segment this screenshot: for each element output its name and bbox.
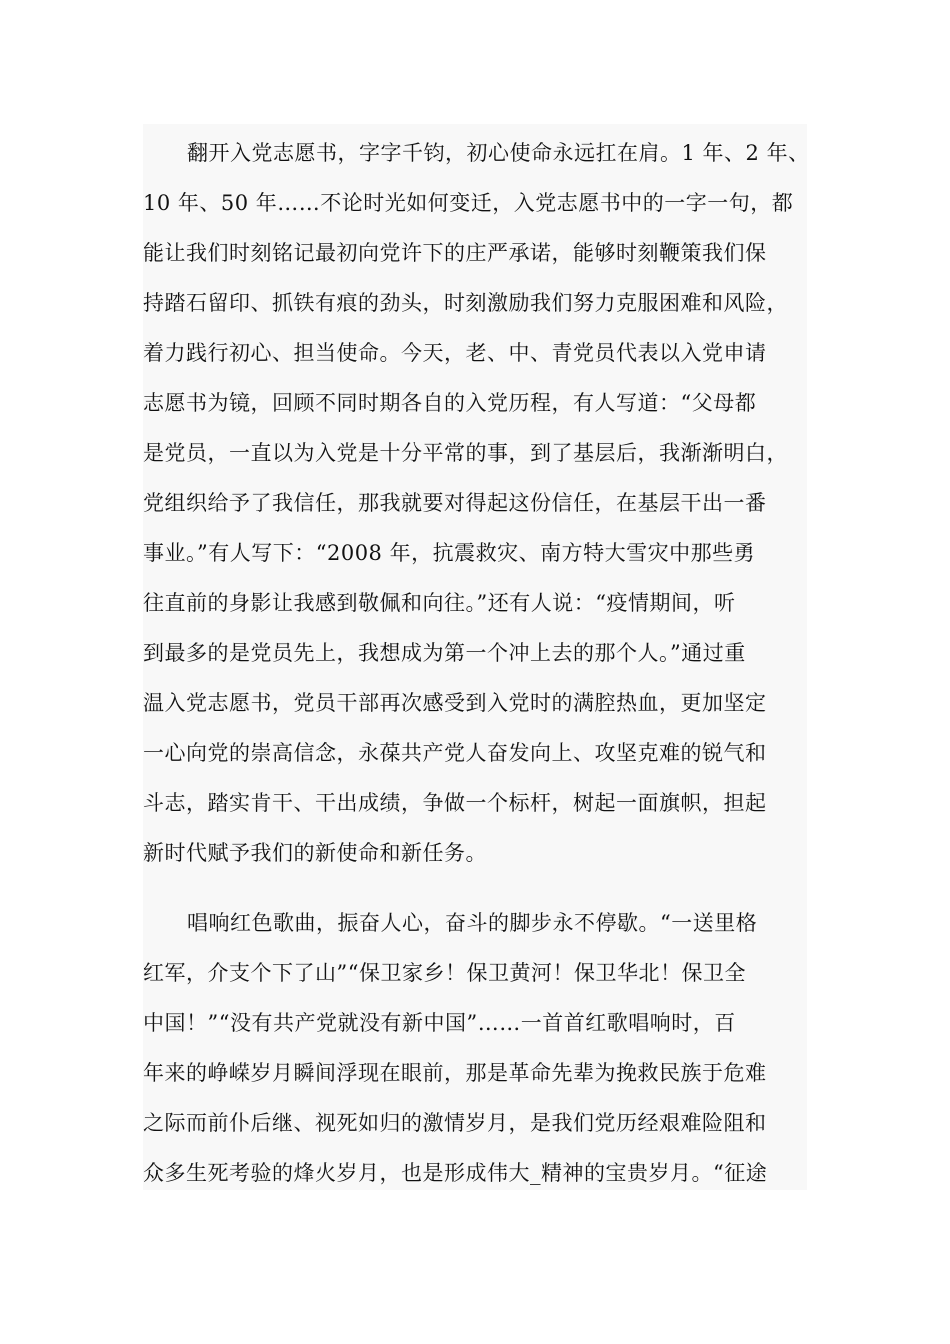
paragraph-line: 翻开入党志愿书，字字千钧，初心使命永远扛在肩。1 年、2 年、 [187, 141, 810, 165]
paragraph-line: 新时代赋予我们的新使命和新任务。 [143, 841, 487, 865]
paragraph-line: 年来的峥嵘岁月瞬间浮现在眼前，那是革命先辈为挽救民族于危难 [143, 1061, 767, 1085]
paragraph-line: 持踏石留印、抓铁有痕的劲头，时刻激励我们努力克服困难和风险， [143, 291, 788, 315]
paragraph-line: 10 年、50 年……不论时光如何变迁，入党志愿书中的一字一句，都 [143, 191, 794, 215]
paragraph-line: 唱响红色歌曲，振奋人心，奋斗的脚步永不停歇。“一送里格 [187, 911, 758, 935]
paragraph-1 [143, 128, 810, 878]
paragraph-line: 是党员，一直以为入党是十分平常的事，到了基层后，我渐渐明白， [143, 441, 788, 465]
paragraph-line: 斗志，踏实肯干、干出成绩，争做一个标杆，树起一面旗帜，担起 [143, 791, 767, 815]
paragraph-line: 温入党志愿书，党员干部再次感受到入党时的满腔热血，更加坚定 [143, 691, 767, 715]
paragraph-line: 中国！”“没有共产党就没有新中国”……一首首红歌唱响时，百 [143, 1011, 736, 1035]
paragraph-line: 事业。”有人写下：“2008 年，抗震救灾、南方特大雪灾中那些勇 [143, 541, 756, 565]
paragraph-line: 能让我们时刻铭记最初向党许下的庄严承诺，能够时刻鞭策我们保 [143, 241, 767, 265]
paragraph-line: 到最多的是党员先上，我想成为第一个冲上去的那个人。”通过重 [143, 641, 746, 665]
paragraph-line: 往直前的身影让我感到敬佩和向往。”还有人说：“疫情期间，听 [143, 591, 736, 615]
paragraph-line: 众多生死考验的烽火岁月，也是形成伟大_精神的宝贵岁月。“征途 [143, 1161, 768, 1185]
paragraph-line: 一心向党的崇高信念，永葆共产党人奋发向上、攻坚克难的锐气和 [143, 741, 767, 765]
text-block [143, 124, 810, 1190]
paragraph-line: 红军，介支个下了山”“保卫家乡！保卫黄河！保卫华北！保卫全 [143, 961, 746, 985]
paragraph-line: 着力践行初心、担当使命。今天，老、中、青党员代表以入党申请 [143, 341, 767, 365]
paragraph-line: 志愿书为镜，回顾不同时期各自的入党历程，有人写道：“父母都 [143, 391, 757, 415]
paragraph-line: 之际而前仆后继、视死如归的激情岁月，是我们党历经艰难险阻和 [143, 1111, 767, 1135]
paragraph-line: 党组织给予了我信任，那我就要对得起这份信任，在基层干出一番 [143, 491, 767, 515]
paragraph-2 [143, 898, 807, 1198]
